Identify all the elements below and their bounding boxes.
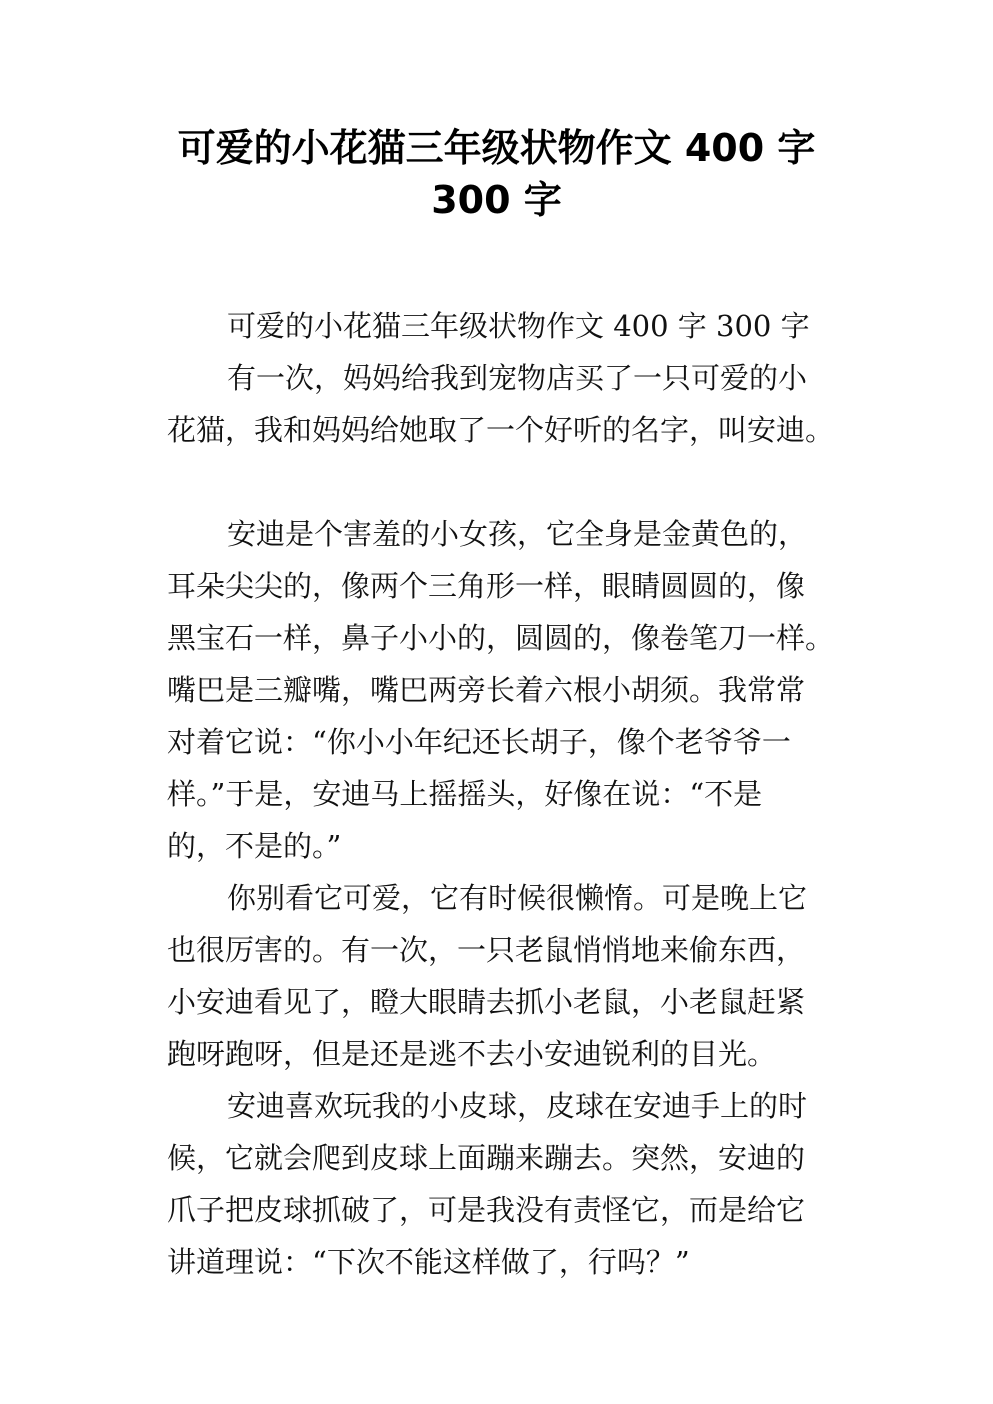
paragraph-1 — [167, 352, 833, 456]
title-line-1: 可爱的小花猫三年级状物作文 400 字 — [177, 126, 816, 170]
paragraph-line: 耳朵尖尖的，像两个三角形一样，眼睛圆圆的，像 — [167, 569, 806, 603]
paragraph-line: 安迪是个害羞的小女孩，它全身是金黄色的， — [227, 517, 808, 551]
paragraph-line: 爪子把皮球抓破了，可是我没有责怪它，而是给它 — [167, 1193, 806, 1227]
paragraph-line: 跑呀跑呀，但是还是逃不去小安迪锐利的目光。 — [167, 1037, 777, 1071]
article-body — [167, 300, 833, 1288]
article-subtitle: 可爱的小花猫三年级状物作文 400 字 300 字 — [227, 309, 810, 343]
paragraph-line: 花猫，我和妈妈给她取了一个好听的名字，叫安迪。 — [167, 413, 835, 447]
paragraph-line: 也很厉害的。有一次，一只老鼠悄悄地来偷东西， — [167, 933, 806, 967]
paragraph-gap — [167, 456, 833, 508]
paragraph-line: 讲道理说：“下次不能这样做了，行吗？” — [167, 1245, 690, 1279]
paragraph-2 — [167, 508, 833, 872]
paragraph-3 — [167, 872, 833, 1080]
paragraph-line: 小安迪看见了，瞪大眼睛去抓小老鼠，小老鼠赶紧 — [167, 985, 806, 1019]
paragraph-line: 的，不是的。” — [167, 829, 342, 863]
title-line-2: 300 字 — [431, 178, 562, 222]
paragraph-line: 样。”于是，安迪马上摇摇头，好像在说：“不是 — [167, 777, 763, 811]
paragraph-line: 嘴巴是三瓣嘴，嘴巴两旁长着六根小胡须。我常常 — [167, 673, 806, 707]
paragraph-4 — [167, 1080, 833, 1288]
page-title — [100, 122, 893, 226]
paragraph-line: 你别看它可爱，它有时候很懒惰。可是晚上它 — [227, 881, 808, 915]
paragraph-line: 安迪喜欢玩我的小皮球，皮球在安迪手上的时 — [227, 1089, 808, 1123]
paragraph-line: 候，它就会爬到皮球上面蹦来蹦去。突然，安迪的 — [167, 1141, 806, 1175]
paragraph-line: 有一次，妈妈给我到宠物店买了一只可爱的小 — [227, 361, 808, 395]
paragraph-line: 对着它说：“你小小年纪还长胡子，像个老爷爷一 — [167, 725, 791, 759]
paragraph-line: 黑宝石一样，鼻子小小的，圆圆的，像卷笔刀一样。 — [167, 621, 835, 655]
